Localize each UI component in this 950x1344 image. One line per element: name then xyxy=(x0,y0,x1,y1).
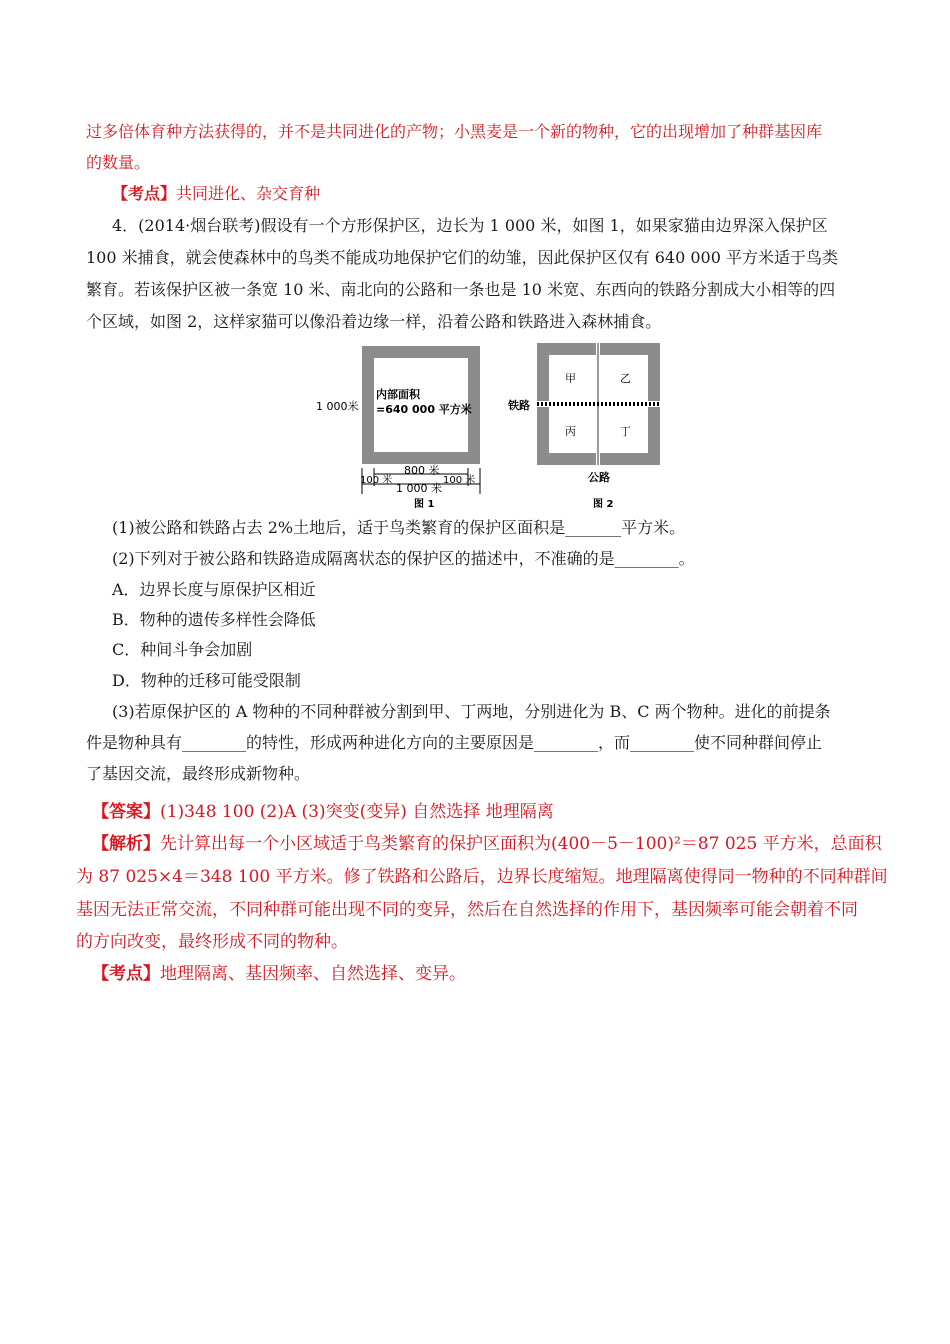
answer-text: (1)348 100 (2)A (3)突变(变异) 自然选择 地理隔离 xyxy=(160,802,554,822)
question-line-3: 繁育。若该保护区被一条宽 10 米、南北向的公路和一条也是 10 米宽、东西向的铁路分割成大小相等的四 xyxy=(86,280,836,299)
question-line-2: 100 米捕食，就会使森林中的鸟类不能成功地保护它们的幼雏，因此保护区仅有 640 000 平方米适于鸟类 xyxy=(86,248,838,267)
sub-question-2: (2)下列对于被公路和铁路造成隔离状态的保护区的描述中，不准确的是________。 xyxy=(112,549,695,568)
sub-question-3-line-3: 了基因交流，最终形成新物种。 xyxy=(86,764,311,783)
intro-line-2: 的数量。 xyxy=(86,153,151,172)
kaodian-2-label: 【考点】 xyxy=(92,964,160,984)
figure1-dim-mid: 800 米 xyxy=(404,464,440,477)
figure2-caption: 图 2 xyxy=(593,499,614,510)
figures xyxy=(310,340,690,510)
option-c: C．种间斗争会加剧 xyxy=(112,640,253,659)
analysis-line-4: 的方向改变，最终形成不同的物种。 xyxy=(76,932,348,952)
answer xyxy=(92,801,554,823)
kaodian-2 xyxy=(92,963,466,985)
analysis-text-1: 先计算出每一个小区域适于鸟类繁育的保护区面积为(400－5－100)²＝87 025 平方米，总面积 xyxy=(160,834,882,854)
question-line-4: 个区域，如图 2，这样家猫可以像沿着边缘一样，沿着公路和铁路进入森林捕食。 xyxy=(86,312,662,331)
answer-label: 【答案】 xyxy=(92,802,160,822)
analysis-label: 【解析】 xyxy=(92,834,160,854)
sub-question-3-line-2: 件是物种具有________的特性，形成两种进化方向的主要原因是________，而________使不同种群间停止 xyxy=(86,733,823,752)
figure-2 xyxy=(507,343,660,510)
kaodian-2-text: 地理隔离、基因频率、自然选择、变异。 xyxy=(160,964,466,984)
figure1-side-label: 1 000米 xyxy=(316,400,359,413)
figure2-label-bing: 丙 xyxy=(565,425,576,438)
figure1-inner-label-1: 内部面积 xyxy=(376,388,420,401)
analysis-line-2: 为 87 025×4＝348 100 平方米。修了铁路和公路后，边界长度缩短。地理隔离使得同一物种的不同种群间 xyxy=(76,867,888,887)
analysis-line-1 xyxy=(92,833,882,855)
sub-question-3-line-1: (3)若原保护区的 A 物种的不同种群被分割到甲、丁两地，分别进化为 B、C 两个物种。进化的前提条 xyxy=(112,702,831,721)
figure2-road-label: 公路 xyxy=(588,471,610,484)
intro-line-1: 过多倍体育种方法获得的，并不是共同进化的产物；小黑麦是一个新的物种，它的出现增加了种群基因库 xyxy=(86,122,823,141)
figure2-railway-label: 铁路 xyxy=(508,399,530,412)
figure1-caption: 图 1 xyxy=(414,499,435,510)
analysis-line-3: 基因无法正常交流，不同种群可能出现不同的变异，然后在自然选择的作用下，基因频率可能会朝着不同 xyxy=(76,900,858,920)
figure2-label-ding: 丁 xyxy=(620,425,631,438)
option-b: B．物种的遗传多样性会降低 xyxy=(112,610,316,629)
kaodian-1 xyxy=(112,183,320,205)
option-a: A．边界长度与原保护区相近 xyxy=(112,580,316,599)
figure1-inner-label-2: =640 000 平方米 xyxy=(376,403,472,416)
kaodian-text: 共同进化、杂交育种 xyxy=(176,184,321,203)
figure1-dim-total: 1 000 米 xyxy=(396,482,442,495)
figure2-label-jia: 甲 xyxy=(565,372,576,385)
figure1-dim-right: 100 米 xyxy=(443,475,476,486)
kaodian-label: 【考点】 xyxy=(112,184,177,203)
figure-1 xyxy=(316,346,480,510)
figure1-dim-left: 100 米 xyxy=(360,475,393,486)
option-d: D．物种的迁移可能受限制 xyxy=(112,671,301,690)
figures-svg xyxy=(310,340,690,510)
sub-question-1: (1)被公路和铁路占去 2%土地后，适于鸟类繁育的保护区面积是_______平方米。 xyxy=(112,518,686,537)
question-line-1: 4．(2014·烟台联考)假设有一个方形保护区，边长为 1 000 米，如图 1，如果家猫由边界深入保护区 xyxy=(112,216,828,235)
figure2-label-yi: 乙 xyxy=(620,372,631,385)
